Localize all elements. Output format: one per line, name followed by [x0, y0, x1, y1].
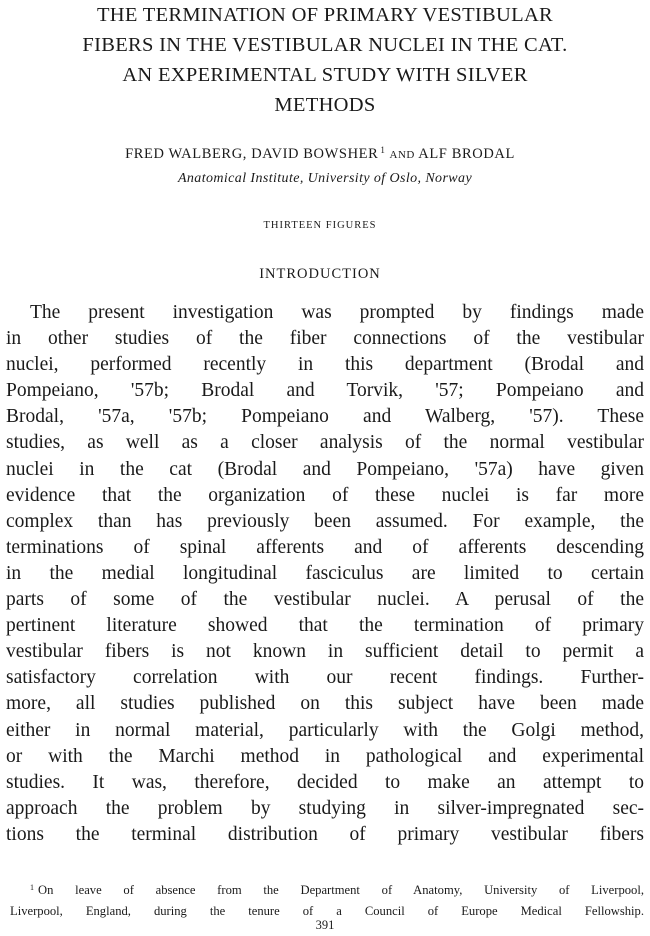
- body-line: parts of some of the vestibular nuclei. A perusal of the: [6, 589, 644, 611]
- title-line: METHODS: [274, 94, 376, 116]
- author-list: [0, 145, 640, 163]
- title-line: AN EXPERIMENTAL STUDY WITH SILVER: [122, 64, 528, 86]
- body-line: studies. It was, therefore, decided to make an attempt to: [6, 771, 644, 793]
- body-line: Brodal, '57a, '57b; Pompeiano and Walberg, '57). These: [6, 406, 644, 428]
- footnote-text: On leave of absence from the Department of Anatomy, University of Liverpool,: [38, 883, 644, 897]
- footnote-line: Liverpool, England, during the tenure of a Council of Europe Medical Fellowship.: [10, 904, 644, 918]
- body-line: nuclei in the cat (Brodal and Pompeiano, '57a) have given: [6, 458, 644, 480]
- body-line: evidence that the organization of these nuclei is far more: [6, 484, 644, 506]
- paper-title: [0, 0, 650, 120]
- body-line: more, all studies published on this subject have been made: [6, 693, 644, 715]
- body-line: satisfactory correlation with our recent findings. Further-: [6, 667, 644, 689]
- author-conjunction: AND: [389, 149, 415, 161]
- body-line: studies, as well as a closer analysis of the normal vestibular: [6, 432, 644, 454]
- title-line: FIBERS IN THE VESTIBULAR NUCLEI IN THE CAT.: [82, 34, 568, 56]
- footnote-line: [10, 877, 644, 901]
- body-line: complex than has previously been assumed. For example, the: [6, 510, 644, 532]
- body-line: tions the terminal distribution of primary vestibular fibers: [6, 823, 644, 845]
- body-line: pertinent literature showed that the termination of primary: [6, 615, 644, 637]
- body-line: approach the problem by studying in silver-impregnated sec-: [6, 797, 644, 819]
- affiliation: Anatomical Institute, University of Oslo, Norway: [177, 171, 473, 186]
- footnote-mark: 1: [30, 883, 34, 892]
- body-line: in the medial longitudinal fasciculus are limited to certain: [6, 562, 644, 584]
- body-line: nuclei, performed recently in this department (Brodal and: [6, 354, 644, 376]
- body-line: in other studies of the fiber connections of the vestibular: [6, 328, 644, 350]
- figure-count: THIRTEEN FIGURES: [263, 220, 377, 231]
- body-line: The present investigation was prompted by findings made: [30, 302, 644, 323]
- author-names: FRED WALBERG, DAVID BOWSHER: [125, 146, 379, 162]
- body-text: [6, 300, 644, 848]
- body-line: terminations of spinal afferents and of afferents descending: [6, 536, 644, 558]
- author-last: ALF BRODAL: [418, 146, 515, 162]
- body-line: vestibular fibers is not known in sufficient detail to permit a: [6, 641, 644, 663]
- author-footnote-mark: 1: [380, 145, 386, 155]
- section-heading: INTRODUCTION: [259, 266, 381, 282]
- body-line: or with the Marchi method in pathological and experimental: [6, 745, 644, 767]
- page-number: 391: [315, 918, 335, 932]
- title-line: THE TERMINATION OF PRIMARY VESTIBULAR: [96, 4, 554, 26]
- body-line: Pompeiano, '57b; Brodal and Torvik, '57; Pompeiano and: [6, 380, 644, 402]
- footnote: [10, 877, 644, 922]
- body-line: either in normal material, particularly with the Golgi method,: [6, 719, 644, 741]
